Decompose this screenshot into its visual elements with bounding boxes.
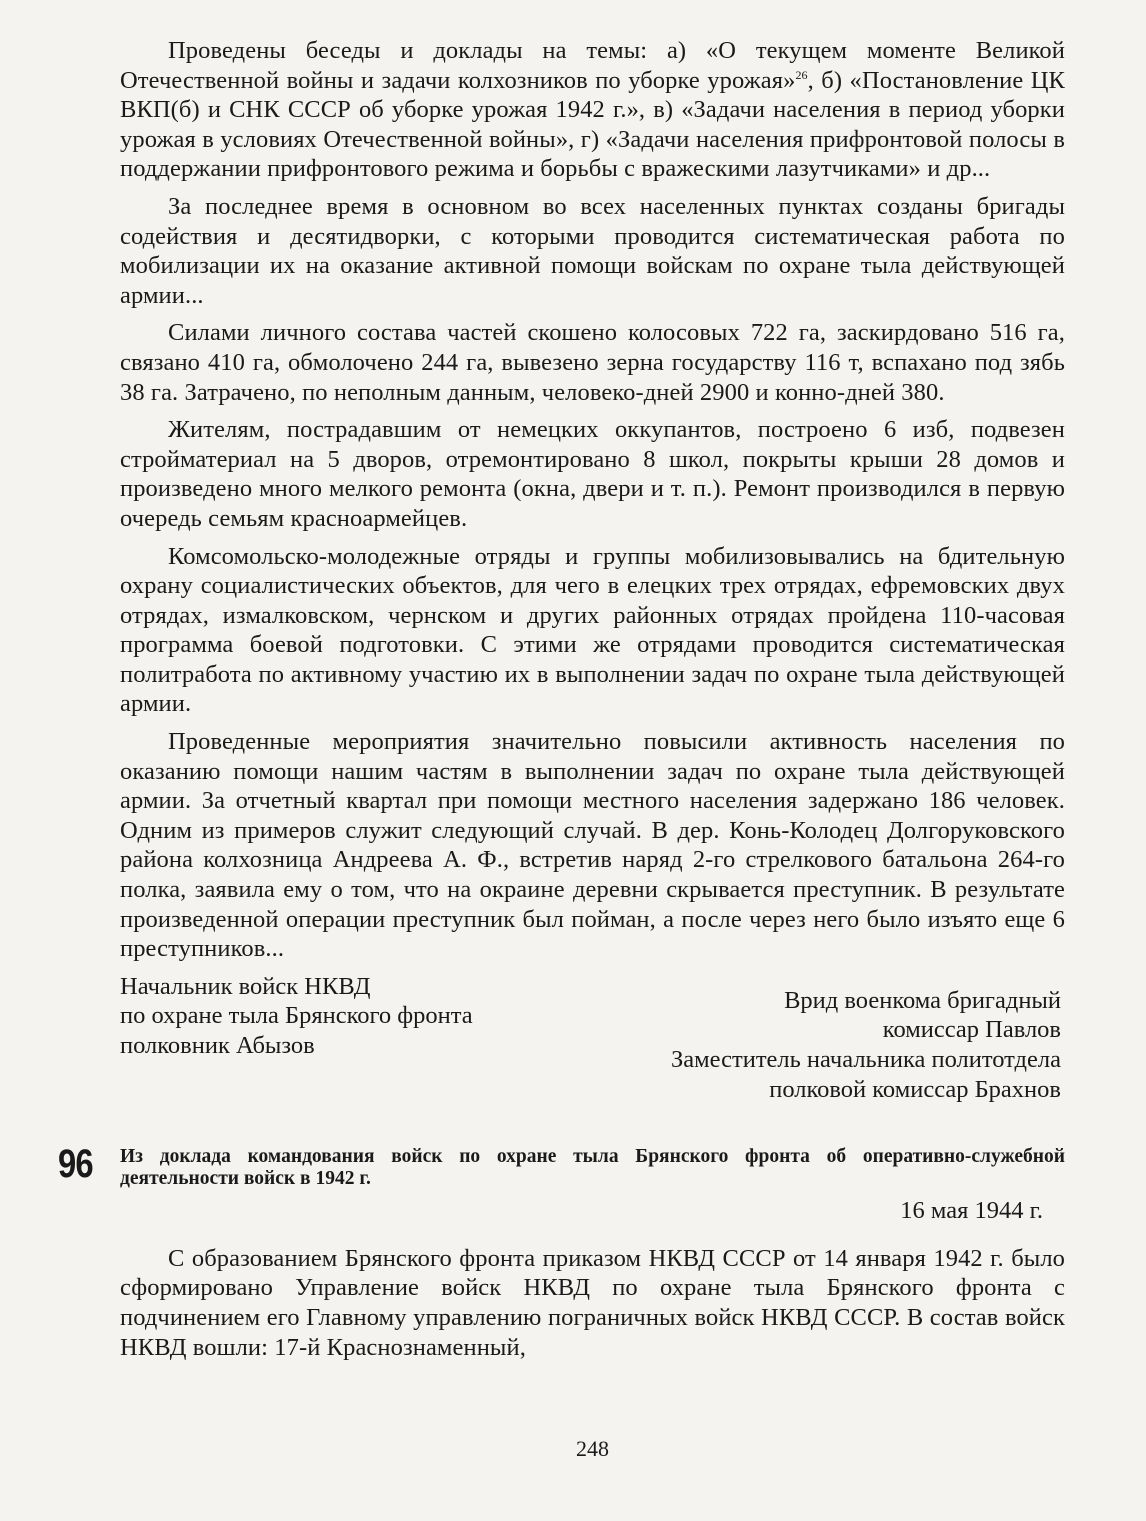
signature-left-line: по охране тыла Брянского фронта [120,1002,473,1030]
footnote-ref: 26 [795,67,808,82]
signature-block [120,972,1065,1102]
signature-right-line: Врид военкома бригадный [784,986,1061,1014]
paragraph-talks [120,36,1065,184]
signature-right-line: Заместитель начальника политотдела [670,1046,1061,1073]
paragraph-talks-text-1: Проведены беседы и доклады на темы: а) «О текущем моменте Великой Отечественной войны и задачи колхозников по уборке урожая» [120,37,1065,94]
paragraph-harvest: Силами личного состава частей скошено колосовых 722 га, заскирдовано 516 га, связано 410 га, обмолочено 244 га, вывезено зерна государству 116 т, вспахано под зябь 38 га. Затрачено, по неполным данным, человеко-дней 2900 и конно-дней 380. [120,319,1065,406]
signature-right [671,986,1061,1104]
signature-right-line: комиссар Павлов [882,1016,1061,1044]
signature-left-line: полковник Абызов [120,1032,315,1059]
paragraph-brigades: За последнее время в основном во всех населенных пунктах созданы бригады содействия и десятидворки, с которыми проводится систематическая работа по мобилизации их на оказание активной помощи войскам по охране тыла действующей армии... [120,192,1065,309]
signature-right-line: полковой комиссар Брахнов [769,1075,1061,1103]
page-number: 248 [576,1436,609,1461]
signature-left-line: Начальник войск НКВД [120,972,371,1000]
document-number: 96 [58,1141,93,1186]
paragraph-formation: С образованием Брянского фронта приказом НКВД СССР от 14 января 1942 г. было сформировано Управление войск НКВД по охране тыла Брянского фронта с подчинением его Главному управлению пограничных войск НКВД СССР. В состав войск НКВД вошли: 17-й Краснознаменный, [120,1244,1065,1361]
paragraph-talks-text-2: , б) «Постановление ЦК ВКП(б) и СНК СССР об уборке урожая 1942 г.», в) «Задачи населения в период уборки урожая в условиях Отечественной войны», г) «Задачи населения прифронтовой полосы в поддержании прифронтового режима и борьбы с вражескими лазутчиками» и др... [120,66,1065,183]
paragraph-komsomol: Комсомольско-молодежные отряды и группы мобилизовывались на бдительную охрану социалистических объектов, для чего в елецких трех отрядах, ефремовских двух отрядах, измалковском, чернском и других районных отрядах пройдена 110-часовая программа боевой подготовки. С этими же отрядами проводится систематическая политработа по активному участию их в выполнении задач по охране тыла действующей армии. [120,542,1065,718]
document-title: Из доклада командования войск по охране тыла Брянского фронта об оперативно-служебной деятельности войск в 1942 г. [120,1145,1065,1189]
document-header [58,1141,1065,1226]
book-page [58,36,1065,1496]
document-date: 16 мая 1944 г. [900,1196,1043,1224]
paragraph-results: Проведенные мероприятия значительно повысили активность населения по оказанию помощи нашим частям в выполнении задач по охране тыла действующей армии. За отчетный квартал при помощи местного населения задержано 186 человек. Одним из примеров служит следующий случай. В дер. Конь-Колодец Долгоруковского района колхозница Андреева А. Ф., встретив наряд 2-го стрелкового батальона 264-го полка, заявила ему о том, что на окраине деревни скрывается преступник. В результате произведенной операции преступник был пойман, а после через него было изъято еще 6 преступников... [120,728,1065,963]
signature-left [120,972,600,1061]
paragraph-housing: Жителям, пострадавшим от немецких оккупантов, построено 6 изб, подвезен стройматериал на 5 дворов, отремонтировано 8 школ, покрыты крыши 28 домов и произведено много мелкого ремонта (окна, двери и т. п.). Ремонт производился в первую очередь семьям красноармейцев. [120,416,1065,532]
